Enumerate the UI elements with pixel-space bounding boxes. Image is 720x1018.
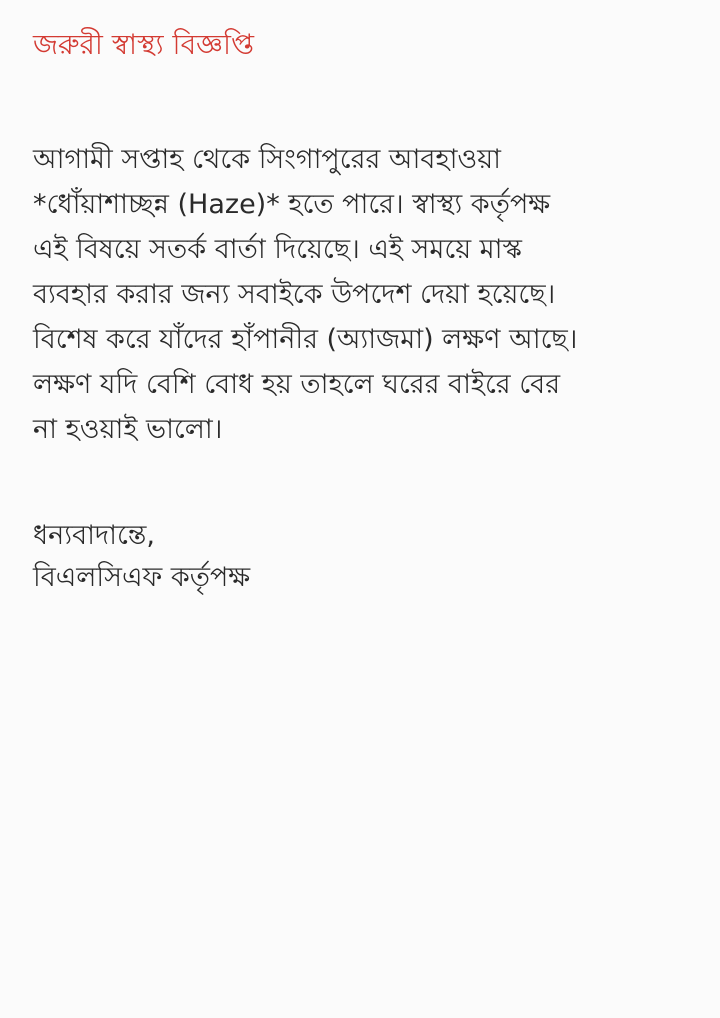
notice-signoff <box>33 515 693 599</box>
body-line: এই বিষয়ে সতর্ক বার্তা দিয়েছে। এই সময়ে মাস্ক <box>33 234 522 265</box>
body-line: না হওয়াই ভালো। <box>33 414 223 445</box>
body-line: আগামী সপ্তাহ থেকে সিংগাপুরের আবহাওয়া <box>33 144 502 175</box>
signature-text: বিএলসিএফ কর্তৃপক্ষ <box>33 562 251 593</box>
body-line: বিশেষ করে যাঁদের হাঁপানীর (অ্যাজমা) লক্ষণ আছে। <box>33 324 578 355</box>
notice-title: জরুরী স্বাস্থ্য বিজ্ঞপ্তি <box>33 28 254 61</box>
closing-text: ধন্যবাদান্তে, <box>33 520 155 551</box>
notice-body <box>33 137 693 452</box>
body-line: *ধোঁয়াশাচ্ছন্ন (Haze)* হতে পারে। স্বাস্থ্য কর্তৃপক্ষ <box>33 189 551 220</box>
body-line: ব্যবহার করার জন্য সবাইকে উপদেশ দেয়া হয়েছে। <box>33 279 556 310</box>
body-line: লক্ষণ যদি বেশি বোধ হয় তাহলে ঘরের বাইরে বের <box>33 369 561 400</box>
message-content <box>33 24 693 599</box>
